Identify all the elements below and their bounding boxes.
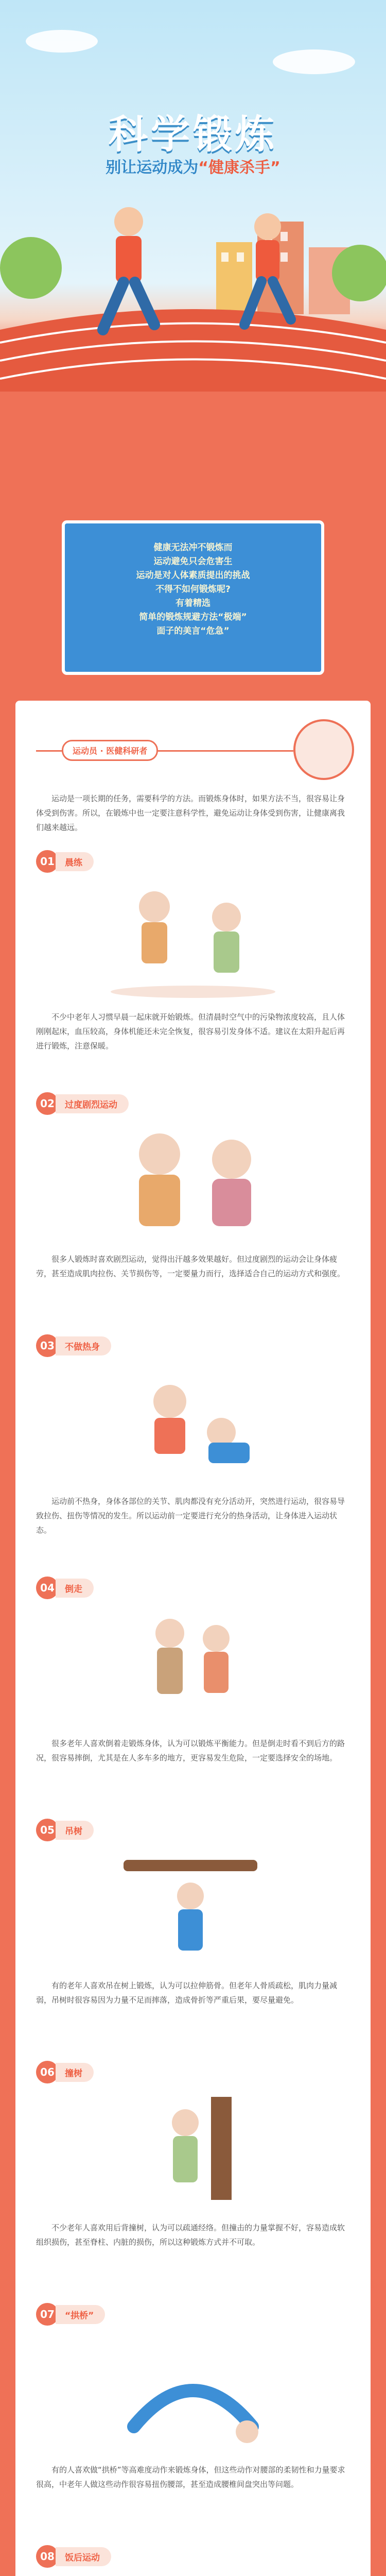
section-number: 06 — [36, 2061, 59, 2083]
section-number: 07 — [36, 2303, 59, 2326]
hero-subtitle-prefix: 别让运动成为 — [106, 159, 199, 177]
section-label — [36, 1092, 129, 1115]
section-label — [36, 1334, 111, 1357]
intro-item: 有着精选 — [176, 598, 210, 608]
section-title: 不做热身 — [56, 1336, 111, 1355]
section-paragraph: 不少中老年人习惯早晨一起床就开始锻炼。但清晨时空气中的污染物浓度较高，且人体刚刚起床，血压较高，身体机能还未完全恢复，很容易引发身体不适。建议在太阳升起后再进行锻炼，注意保暖。 — [36, 1012, 345, 1050]
section-label — [36, 1577, 94, 1599]
section-label — [36, 2303, 105, 2326]
section-number: 04 — [36, 1577, 59, 1599]
section-title: 过度剧烈运动 — [56, 1094, 129, 1113]
intro-item: 健康无法冲不锻炼而 — [153, 543, 233, 553]
section-paragraph: 运动前不热身，身体各部位的关节、肌肉都没有充分活动开，突然进行运动，很容易导致拉伤、扭伤等情况的发生。所以运动前一定要进行充分的热身活动，让身体进入运动状态。 — [36, 1497, 345, 1535]
quote-chip: 运动员 · 医健科研者 — [62, 740, 158, 761]
hero-banner — [0, 0, 386, 515]
section-label — [36, 1819, 94, 1841]
section-paragraph: 有的老年人喜欢吊在树上锻炼，认为可以拉伸筋骨。但老年人骨质疏松，肌肉力量减弱，吊树时很容易因为力量不足而摔落，造成骨折等严重后果，要尽量避免。 — [36, 1981, 338, 2005]
section-label — [36, 2545, 111, 2568]
section-title: 晨练 — [56, 852, 94, 871]
section-illustration — [93, 881, 293, 999]
intro-item: 简单的锻炼规避方法“极端” — [139, 612, 247, 622]
section-illustration — [93, 1365, 293, 1484]
section-title: 饭后运动 — [56, 2547, 111, 2566]
section-number: 02 — [36, 1092, 59, 1115]
intro-item: 运动避免只会危害生 — [153, 556, 233, 567]
section-title: 倒走 — [56, 1579, 94, 1598]
section-number: 03 — [36, 1334, 59, 1357]
section-label — [36, 2061, 94, 2083]
section-title: “拱桥” — [56, 2305, 105, 2324]
intro-paragraph: 运动是一项长期的任务，需要科学的方法。而锻炼身体时，如果方法不当，很容易让身体受到伤害。所以，在锻炼中也一定要注意科学性，避免运动让身体受到伤害，让健康离我们越来越远。 — [36, 794, 345, 832]
section-title: 撞树 — [56, 2063, 94, 2082]
section-paragraph: 很多人锻炼时喜欢剧烈运动，觉得出汗越多效果越好。但过度剧烈的运动会让身体疲劳，甚至造成肌肉拉伤、关节损伤等，一定要量力而行，选择适合自己的运动方式和强度。 — [36, 1255, 345, 1278]
section-label — [36, 850, 94, 873]
intro-item: 运动是对人体素质提出的挑战 — [136, 570, 250, 581]
section-paragraph: 很多老年人喜欢倒着走锻炼身体，认为可以锻炼平衡能力。但是倒走时看不到后方的路况，很容易摔倒，尤其是在人多车多的地方，更容易发生危险，一定要选择安全的场地。 — [36, 1739, 345, 1762]
intro-item: 面子的美言“危急” — [156, 626, 230, 636]
hero-subtitle-highlight: “健康杀手” — [198, 159, 280, 177]
expert-avatar — [293, 719, 354, 780]
section-paragraph: 不少老年人喜欢用后背撞树，认为可以疏通经络。但撞击的力量掌握不好，容易造成软组织损伤，甚至脊柱、内脏的损伤，所以这种锻炼方式并不可取。 — [36, 2223, 345, 2247]
section-illustration — [93, 2334, 293, 2452]
section-number: 01 — [36, 850, 59, 873]
section-illustration — [93, 2092, 293, 2210]
quote-bar — [36, 719, 355, 781]
section-illustration — [93, 1607, 293, 1726]
article-content — [15, 701, 371, 2576]
hero-subtitle — [0, 155, 386, 177]
section-number: 08 — [36, 2545, 59, 2568]
intro-item: 不得不如何锻炼呢? — [155, 584, 231, 595]
hero-illustration — [0, 0, 386, 515]
hero-title: 科学锻炼 — [109, 111, 277, 157]
section-title: 吊树 — [56, 1821, 94, 1840]
intro-list — [65, 523, 321, 638]
section-illustration — [93, 1850, 293, 1968]
intro-card — [62, 520, 324, 675]
section-illustration — [93, 1123, 293, 1242]
section-paragraph: 有的人喜欢做“拱桥”等高难度动作来锻炼身体，但这些动作对腰部的柔韧性和力量要求很高，中老年人做这些动作很容易扭伤腰部，甚至造成腰椎间盘突出等问题。 — [36, 2465, 345, 2489]
section-number: 05 — [36, 1819, 59, 1841]
